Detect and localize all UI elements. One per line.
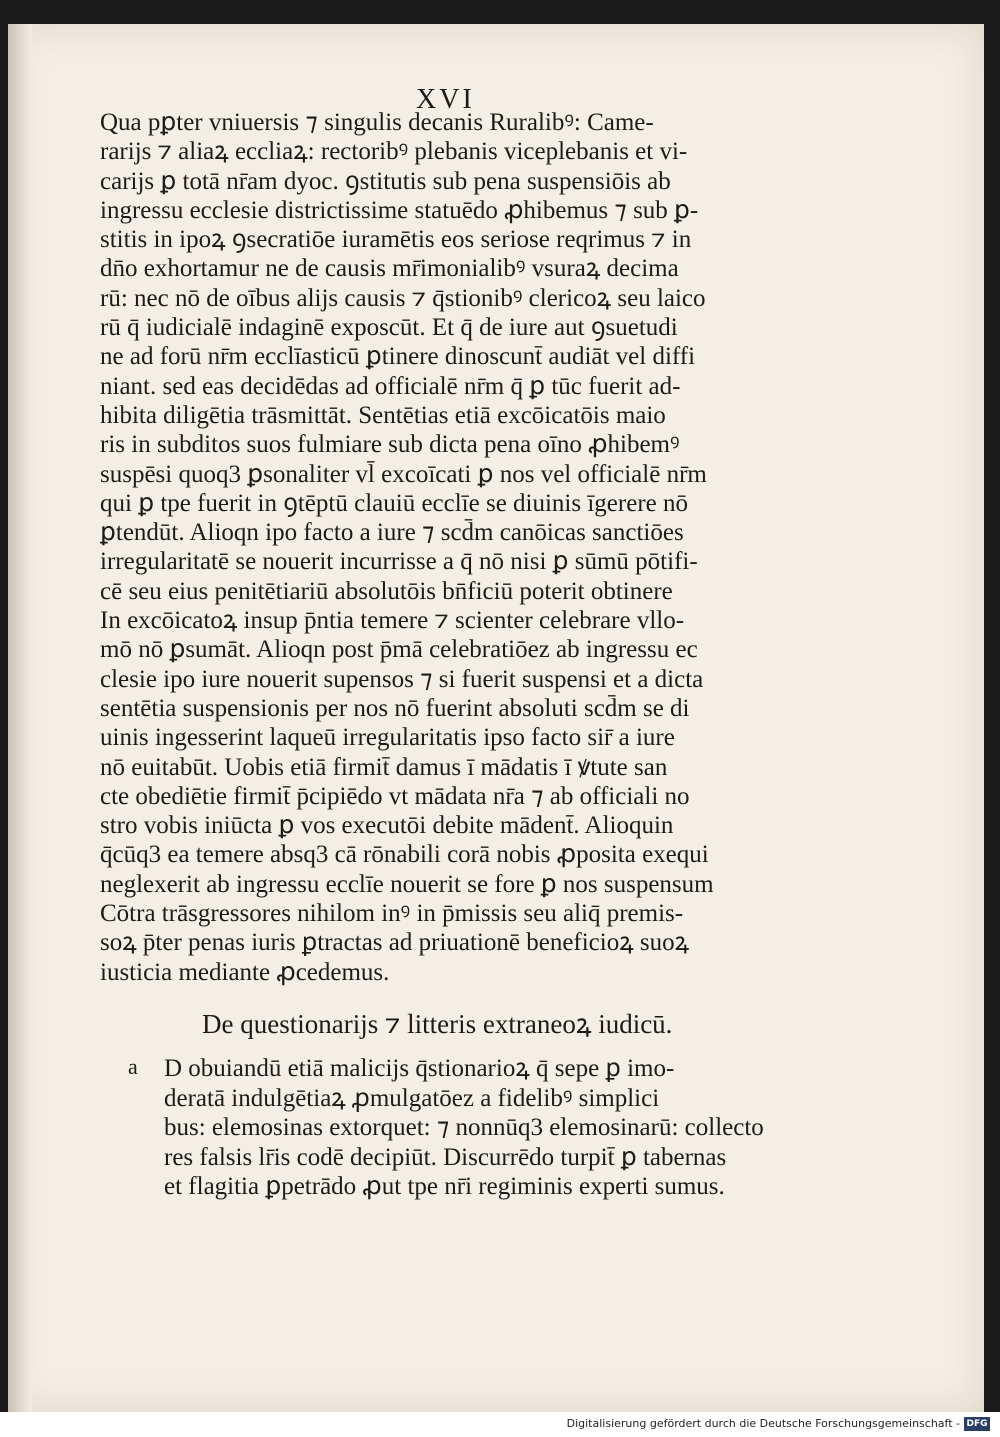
second-text-block — [164, 1054, 804, 1202]
guide-letter: a — [128, 1054, 138, 1079]
page-folio: XVI — [416, 84, 475, 115]
text-line: cte obediētie firmit̄ p̄cipiēdo vt mādata nr̄a ⁊ ab officiali no — [100, 782, 690, 810]
text-line: dn̄o exhortamur ne de causis mr̄imonialibꝰ vsuraꝝ decima — [100, 255, 679, 283]
text-line: ingressu ecclesie districtissime statuēdo ꝓhibemus ⁊ sub ꝑ- — [100, 196, 699, 224]
text-line: iusticia mediante ꝓcedemus. — [100, 958, 390, 986]
text-line: niant. sed eas decidēdas ad officialē nr̄m q̄ ꝑ tūc fuerit ad- — [100, 372, 681, 400]
text-line: irregularitatē se nouerit incurrisse a q̄ nō nisi ꝑ sūmū pōtifi- — [100, 548, 698, 576]
text-line: In excōicatoꝝ insup p̄ntia temere ⁊ scienter celebrare vllo- — [100, 607, 685, 635]
main-text-block — [100, 108, 800, 1039]
text-line: uinis ingesserint laqueū irregularitatis ipso facto sir̄ a iure — [100, 724, 675, 752]
text-line: rū: nec nō de oībus alijs causis ⁊ q̄stionibꝰ clericoꝝ seu laico — [100, 284, 706, 312]
text-line: cē seu eius penitētiariū absolutōis bn̄ficiū poterit obtinere — [100, 577, 673, 605]
text-line: sentētia suspensionis per nos nō fuerint absoluti scd̄m se di — [100, 694, 690, 722]
text-line: ꝑtendūt. Alioqn ipo facto a iure ⁊ scd̄m canōicas sanctiōes — [100, 519, 684, 547]
text-line: qui ꝑ tpe fuerit in ꝯtēptū clauiū ecclīe se diuinis īgerere nō — [100, 489, 688, 517]
text-line: ne ad forū nr̄m ecclīasticū ꝑtinere dinoscunt̄ audiāt vel diffi — [100, 343, 696, 371]
text-line: stitis in ipoꝝ ꝯsecratiōe iuramētis eos seriose reqrimus ⁊ in — [100, 226, 692, 254]
text-line: mō nō ꝑsumāt. Alioqn post p̄mā celebratiōez ab ingressu ec — [100, 636, 698, 664]
text-line: res falsis lr̄is codē decipiūt. Discurrēdo turpit̄ ꝑ tabernas — [164, 1143, 727, 1171]
text-line: nō euitabūt. Uobis etiā firmit̄ damus ī mādatis ī ꝟtute san — [100, 753, 668, 781]
section-heading: De questionarijs ⁊ litteris extraneoꝝ iudicū. — [202, 1008, 673, 1039]
text-line: q̄cūq3 ea temere absq3 cā rōnabili corā nobis ꝓposita exequi — [100, 841, 709, 869]
text-line: rarijs ⁊ aliaꝝ eccliaꝝ: rectoribꝰ plebanis viceplebanis et vi- — [100, 138, 688, 166]
text-line: hibita diligētia trāsmittāt. Sentētias etiā excōicatōis maio — [100, 401, 666, 429]
text-line: clesie ipo iure nouerit supensos ⁊ si fuerit suspensi et a dicta — [100, 665, 704, 693]
text-line: ris in subditos suos fulmiare sub dicta pena oīno ꝓhibemꝰ — [100, 431, 680, 459]
page-gutter — [8, 24, 32, 1412]
funding-credit: Digitalisierung gefördert durch die Deutsche Forschungsgemeinschaft - — [566, 1417, 960, 1430]
text-line: soꝝ p̄ter penas iuris ꝑtractas ad priuationē beneficioꝝ suoꝝ — [100, 929, 690, 957]
text-line: stro vobis iniūcta ꝑ vos executōi debite mādent̄. Alioquin — [100, 812, 674, 840]
text-line: suspēsi quoq3 ꝑsonaliter vl̄ excoīcati ꝑ nos vel officialē nr̄m — [100, 460, 707, 488]
text-line: D obuiandū etiā malicijs q̄stionarioꝝ q̄ sepe ꝑ imo- — [164, 1055, 675, 1082]
text-line: et flagitia ꝑpetrādo ꝓut tpe nr̄i regiminis experti sumus. — [164, 1173, 725, 1200]
text-line: neglexerit ab ingressu ecclīe nouerit se fore ꝑ nos suspensum — [100, 870, 714, 898]
text-line: Cōtra trāsgressores nihilom inꝰ in p̄missis seu aliq̄ premis- — [100, 900, 684, 928]
text-line: rū q̄ iudicialē indaginē exposcūt. Et q̄ de iure aut ꝯsuetudi — [100, 314, 678, 342]
text-line: deratā indulgētiaꝝ ꝓmulgatōez a fidelibꝰ simplici — [164, 1084, 660, 1112]
text-line: Qua pꝑter vniuersis ⁊ singulis decanis Ruralibꝰ: Came- — [100, 109, 654, 136]
text-line: carijs ꝑ totā nr̄am dyoc. ꝯstitutis sub pena suspensiōis ab — [100, 167, 671, 195]
dfg-logo: DFG — [964, 1417, 990, 1431]
text-line: bus: elemosinas extorquet: ⁊ nonnūq3 elemosinarū: collecto — [164, 1114, 764, 1141]
